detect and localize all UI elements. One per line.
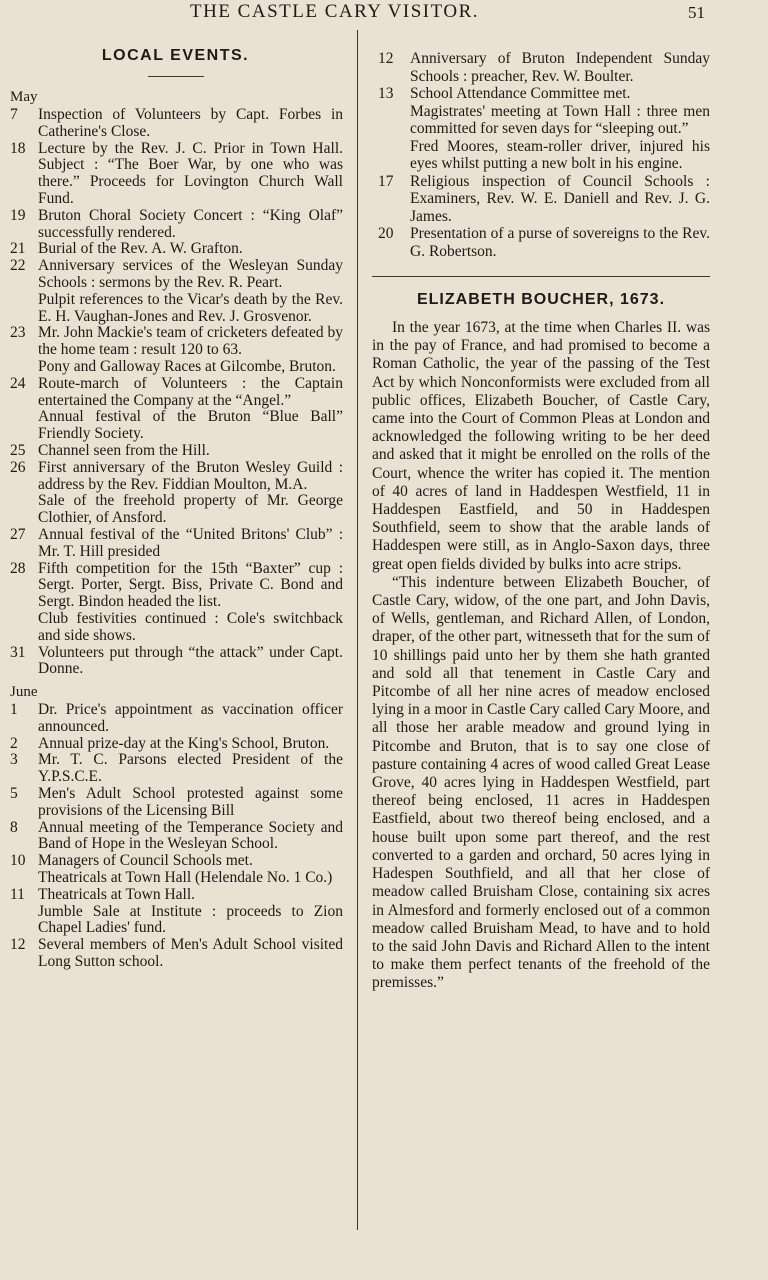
event-text: Men's Adult School protested against some provisions of the Licensing Bill	[38, 785, 343, 819]
event-day: 23	[10, 324, 26, 342]
article-paragraph: In the year 1673, at the time when Charles II. was in the pay of France, and had promised to become a Roman Catholic, the year of the passing of the Test Act by which Nonconformists were excluded from all public offices, Elizabeth Boucher, of Castle Cary, came into the Court of Common Pleas at London and acknowledged the following writing to be her deed and asked that it might be enrolled on the rolls of the Court, whence the writer has copied it. The mention of 40 acres of land in Haddespen Westfield, 11 in Haddespen Eastfield, and 50 in Haddespen Southfield, seem to show that the arable lands of Haddespen were still, as in Anglo-Saxon days, three great open fields divided by bulks into acre strips.	[372, 319, 710, 573]
event-entry	[8, 443, 343, 460]
event-day: 22	[10, 257, 26, 275]
local-events-title: LOCAL EVENTS.	[101, 47, 250, 64]
event-entry	[8, 141, 343, 208]
event-day: 19	[10, 206, 26, 224]
event-body	[38, 443, 343, 460]
event-day: 12	[378, 50, 394, 67]
event-text: Presentation of a purse of sovereigns to the Rev. G. Robertson.	[410, 225, 710, 260]
event-entry	[8, 820, 343, 854]
event-text: Theatricals at Town Hall.	[38, 885, 196, 903]
event-text: Burial of the Rev. A. W. Grafton.	[38, 240, 243, 258]
event-text: Pony and Galloway Races at Gilcombe, Bruton.	[38, 357, 336, 375]
event-entry	[8, 376, 343, 443]
event-day: 18	[10, 139, 26, 157]
event-day: 5	[10, 785, 18, 803]
event-text: Mr. John Mackie's team of cricketers defeated by the home team : result 120 to 63.	[38, 324, 343, 359]
event-day: 28	[10, 559, 26, 577]
event-day: 27	[10, 525, 26, 543]
event-day: 2	[10, 734, 18, 752]
event-text: Inspection of Volunteers by Capt. Forbes in Catherine's Close.	[38, 106, 343, 140]
event-entry	[8, 258, 343, 325]
event-body	[38, 937, 343, 971]
event-body	[410, 225, 710, 260]
article-body	[372, 319, 710, 993]
event-body	[38, 820, 343, 854]
event-body	[38, 702, 343, 736]
event-day: 1	[10, 701, 18, 719]
event-body	[38, 561, 343, 645]
event-text: Lecture by the Rev. J. C. Prior in Town Hall. Subject : “The Boer War, by one who was there.” Proceeds for Lovington Church Wall Fund.	[38, 139, 343, 207]
event-body	[38, 460, 343, 527]
event-text: Theatricals at Town Hall (Helendale No. 1 Co.)	[38, 869, 333, 887]
event-entry	[8, 645, 343, 679]
event-text: Route-march of Volunteers : the Captain entertained the Company at the “Angel.”	[38, 374, 343, 409]
event-body	[38, 527, 343, 561]
event-body	[38, 786, 343, 820]
header-title: THE CASTLE CARY VISITOR.	[190, 1, 480, 22]
event-text: Dr. Price's appointment as vaccination officer announced.	[38, 701, 343, 735]
event-body	[410, 173, 710, 226]
event-entry	[372, 225, 710, 260]
event-body	[38, 645, 343, 679]
event-entry	[8, 460, 343, 527]
page-number: 51	[688, 3, 705, 22]
event-entry	[8, 208, 343, 242]
event-day: 7	[10, 106, 18, 123]
event-entry	[8, 853, 343, 887]
event-day: 25	[10, 441, 26, 459]
event-day: 20	[378, 225, 394, 242]
event-entry	[372, 85, 710, 173]
event-entry	[372, 173, 710, 226]
event-day: 11	[10, 885, 25, 903]
event-text: Anniversary of Bruton Independent Sunday Schools : preacher, Rev. W. Boulter.	[410, 50, 710, 85]
event-entry	[372, 50, 710, 85]
title-rule	[148, 76, 204, 77]
event-entry	[8, 937, 343, 971]
event-text: Magistrates' meeting at Town Hall : three men committed for seven days for “sleeping out.”	[410, 102, 710, 137]
event-text: Volunteers put through “the attack” under Capt. Donne.	[38, 643, 343, 678]
event-text: Religious inspection of Council Schools : Examiners, Rev. W. E. Daniell and Rev. J. G. James.	[410, 172, 710, 225]
event-body	[38, 107, 343, 141]
event-text: Sale of the freehold property of Mr. George Clothier, of Ansford.	[38, 492, 343, 527]
event-text: Managers of Council Schools met.	[38, 852, 253, 870]
event-body	[38, 241, 343, 258]
event-text: Annual prize-day at the King's School, Bruton.	[38, 734, 330, 752]
months-list	[8, 89, 343, 971]
article-paragraph: “This indenture between Elizabeth Boucher, of Castle Cary, widow, of the one part, and John Davis, of Wells, gentleman, and Richard Allen, of London, draper, of the other part, witnesseth that for the sum of 10 shillings paid unto her by them she hath granted and sold all that tenement in Castle Cary and Pitcombe of all her nine acres of meadow enclosed lying in a moor in Castle Cary called Cary Moore, and all those her arable meadow and ground lying in Pitcombe and Bruton, that is to say one close of pasture containing 4 acres of wood called Great Lease Grove, 40 acres lying in Haddespen Westfield, part thereof being enclosed, 11 acres in Haddespen Eastfield, about two thereof being enclosed, and a house built upon some part thereof, and the rest converted to a garden and orchard, 50 acres lying in Hadespen Southfield, and all that her close of meadow called Bruisham Close, containing six acres in Almesford and formerly enclosed out of a common meadow called Bruisham Mead, to have and to hold to the said John Davis and Richard Allen to the intent to make them perfect tenants of the freehold of the premisses.”	[372, 573, 710, 992]
event-body	[38, 752, 343, 786]
event-entry	[8, 107, 343, 141]
event-text: Bruton Choral Society Concert : “King Olaf” successfully rendered.	[38, 206, 343, 241]
event-entry	[8, 752, 343, 786]
event-text: Annual festival of the Bruton “Blue Ball” Friendly Society.	[38, 408, 343, 443]
event-text: Fifth competition for the 15th “Baxter” cup : Sergt. Porter, Sergt. Biss, Private C. Bond and Sergt. Bindon headed the list.	[38, 559, 343, 611]
event-day: 24	[10, 374, 26, 392]
event-text: Channel seen from the Hill.	[38, 441, 210, 459]
event-day: 17	[378, 172, 394, 190]
local-events-column	[8, 40, 343, 971]
event-text: Anniversary services of the Wesleyan Sunday Schools : sermons by the Rev. R. Peart.	[38, 257, 343, 291]
event-day: 13	[378, 85, 394, 102]
event-entry	[8, 561, 343, 645]
event-text: Several members of Men's Adult School visited Long Sutton school.	[38, 936, 343, 971]
event-text: First anniversary of the Bruton Wesley Guild : address by the Rev. Fiddian Moulton, M.A.	[38, 458, 343, 493]
event-entry	[8, 736, 343, 753]
column-divider	[357, 30, 358, 1230]
event-text: Fred Moores, steam-roller driver, injured his eyes whilst putting a new bolt in his engine.	[410, 137, 710, 172]
month-heading: May	[10, 89, 38, 105]
month-heading: June	[10, 684, 38, 701]
event-text: Jumble Sale at Institute : proceeds to Zion Chapel Ladies' fund.	[38, 902, 343, 937]
event-text: School Attendance Committee met.	[410, 85, 631, 102]
running-header	[0, 0, 768, 26]
event-body	[410, 85, 710, 173]
event-text: Annual festival of the “United Britons' Club” : Mr. T. Hill presided	[38, 525, 343, 560]
event-day: 12	[10, 936, 26, 954]
event-day: 8	[10, 818, 18, 836]
right-column	[372, 50, 710, 993]
event-entry	[8, 241, 343, 258]
event-body	[410, 50, 710, 85]
article-title: ELIZABETH BOUCHER, 1673.	[416, 291, 666, 308]
event-day: 3	[10, 751, 18, 769]
event-body	[38, 376, 343, 443]
event-day: 31	[10, 643, 26, 661]
section-rule	[372, 276, 710, 277]
event-entry	[8, 325, 343, 375]
event-day: 21	[10, 240, 26, 258]
event-text: Pulpit references to the Vicar's death by the Rev. E. H. Vaughan-Jones and Rev. J. Grosvenor.	[38, 290, 343, 325]
event-body	[38, 258, 343, 325]
event-day: 26	[10, 458, 26, 476]
event-entry	[8, 527, 343, 561]
event-entry	[8, 887, 343, 937]
event-entry	[8, 786, 343, 820]
right-events-list	[372, 50, 710, 260]
event-text: Annual meeting of the Temperance Society and Band of Hope in the Wesleyan School.	[38, 818, 343, 853]
event-day: 10	[10, 852, 26, 870]
event-body	[38, 141, 343, 208]
event-text: Club festivities continued : Cole's switchback and side shows.	[38, 609, 343, 644]
event-entry	[8, 702, 343, 736]
event-text: Mr. T. C. Parsons elected President of the Y.P.S.C.E.	[38, 751, 343, 786]
event-body	[38, 853, 343, 887]
event-body	[38, 208, 343, 242]
event-body	[38, 325, 343, 375]
event-body	[38, 736, 343, 753]
event-body	[38, 887, 343, 937]
